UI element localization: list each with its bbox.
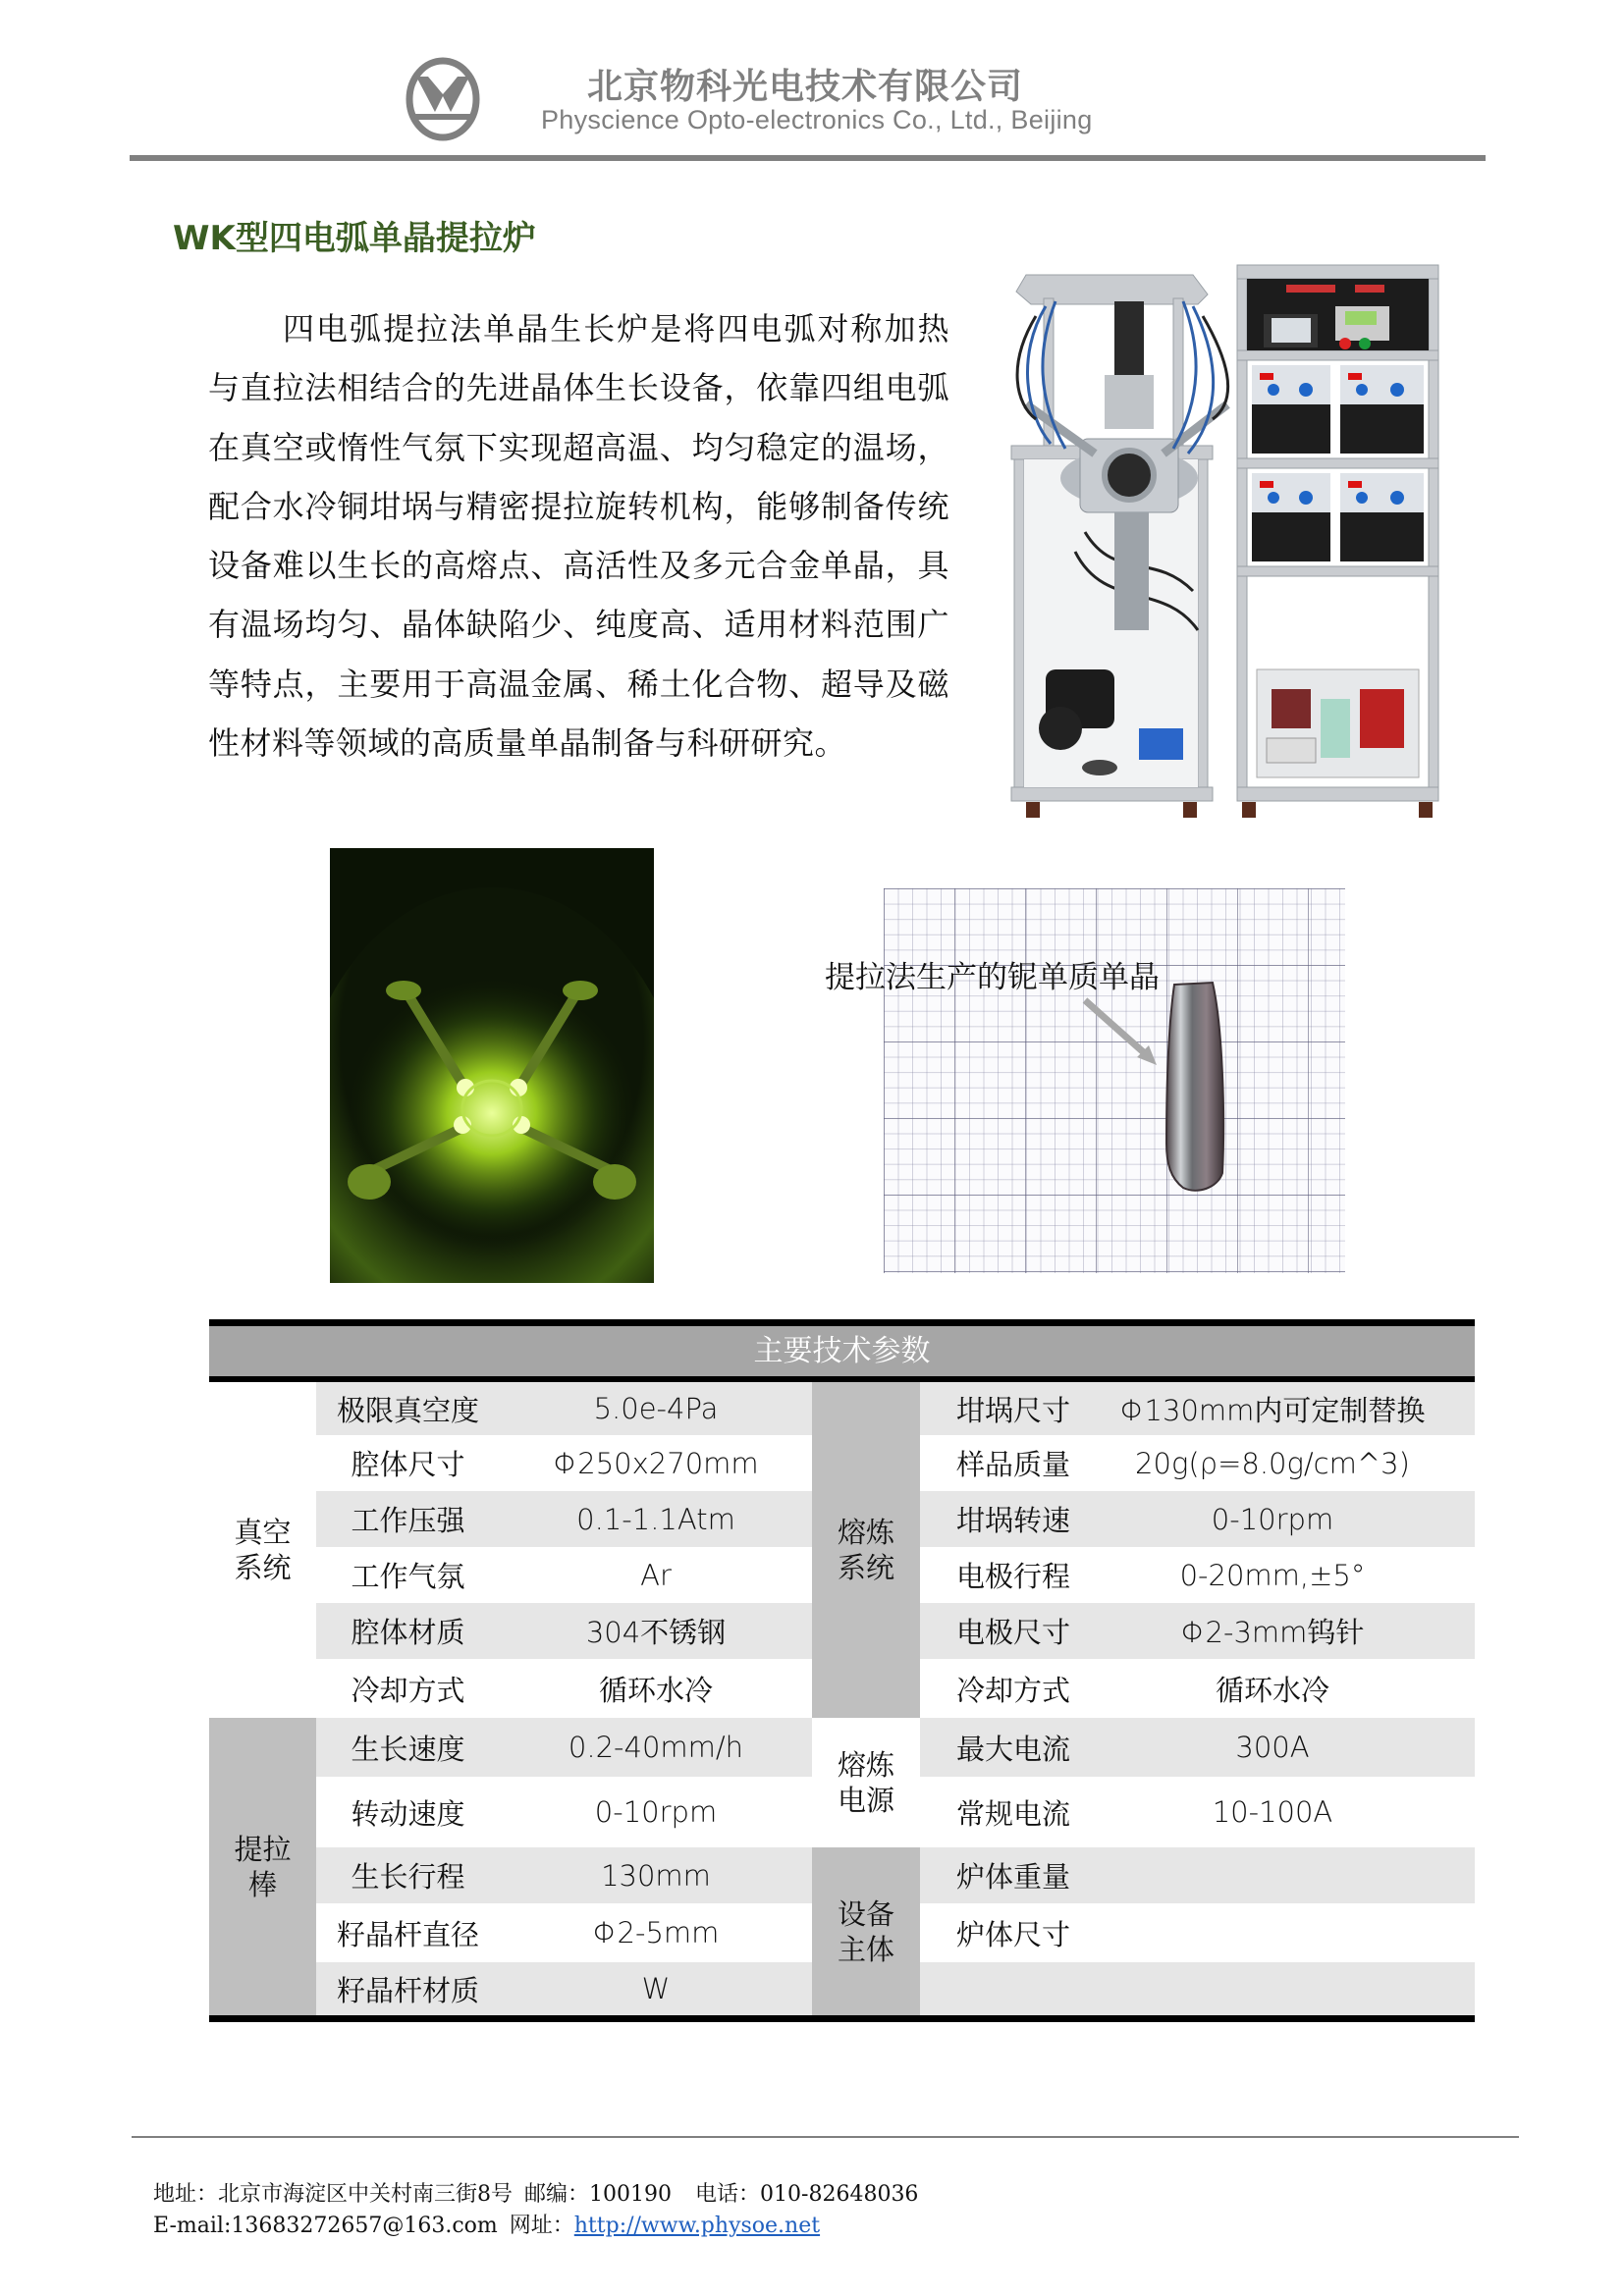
spec-label-right: 炉体重量: [920, 1847, 1070, 1903]
spec-value-left: Ar: [500, 1547, 812, 1603]
spec-value-left: 130mm: [500, 1847, 812, 1903]
spec-value-left: 5.0e-4Pa: [500, 1382, 812, 1435]
furnace-equipment-photo: [1006, 257, 1448, 836]
group-equipment-body: [812, 1847, 920, 2015]
spec-value-right: [1070, 1962, 1475, 2015]
spec-label-right: 坩埚尺寸: [920, 1382, 1070, 1435]
group-melting-system-line: 系统: [837, 1551, 894, 1584]
footer-contact-line: [153, 2209, 820, 2239]
spec-value-right: 0-10rpm: [1070, 1491, 1475, 1547]
group-equipment-body-line: 设备: [837, 1896, 894, 1931]
spec-value-left: Φ250x270mm: [500, 1435, 812, 1491]
website-label: 网址：: [509, 2214, 574, 2238]
spec-label-left: 腔体材质: [316, 1603, 500, 1659]
table-top-border: [209, 1319, 1475, 1326]
spec-value-right: 0-20mm,±5°: [1070, 1547, 1475, 1603]
spec-label-left: 腔体尺寸: [316, 1435, 500, 1491]
group-melting-system-line: 熔炼: [837, 1516, 894, 1549]
crystal-on-grid-photo: [884, 888, 1345, 1273]
spec-value-left: 0.2-40mm/h: [500, 1718, 812, 1777]
spec-value-left: 0-10rpm: [500, 1777, 812, 1847]
spec-label-left: 工作气氛: [316, 1547, 500, 1603]
group-melting-power-line: 熔炼: [837, 1748, 894, 1782]
table-bottom-border: [209, 2015, 1475, 2022]
spec-label-right: 常规电流: [920, 1777, 1070, 1847]
spec-label-left: 籽晶杆材质: [316, 1962, 500, 2015]
table-title: 主要技术参数: [209, 1326, 1475, 1376]
group-pull-rod-line: 提拉: [234, 1832, 292, 1866]
group-equipment-body-line: 主体: [837, 1932, 894, 1966]
group-melting-system: [812, 1382, 920, 1718]
spec-value-left: 0.1-1.1Atm: [500, 1491, 812, 1547]
spec-label-left: 生长行程: [316, 1847, 500, 1903]
spec-value-right: Φ130mm内可定制替换: [1070, 1382, 1475, 1435]
crystal-caption: 提拉法生产的铌单质单晶: [825, 960, 1160, 995]
spec-value-left: 304不锈钢: [500, 1603, 812, 1659]
spec-table: [209, 1319, 1475, 1382]
spec-label-left: 极限真空度: [316, 1382, 500, 1435]
group-vacuum-system-line: 系统: [234, 1551, 292, 1584]
spec-value-right: 循环水冷: [1070, 1659, 1475, 1718]
group-pull-rod: [209, 1718, 316, 2015]
spec-label-right: 最大电流: [920, 1718, 1070, 1777]
spec-value-left: W: [500, 1962, 812, 2015]
spec-label-right: 电极行程: [920, 1547, 1070, 1603]
spec-value-left: 循环水冷: [500, 1659, 812, 1718]
spec-label-right: 电极尺寸: [920, 1603, 1070, 1659]
postcode-value: 100190: [589, 2182, 673, 2207]
spec-value-right: [1070, 1903, 1475, 1962]
phone-label: 电话：: [695, 2182, 761, 2207]
phone-value: 010-82648036: [760, 2182, 919, 2207]
spec-label-right: [920, 1962, 1070, 2015]
address-label: 地址：: [153, 2182, 219, 2207]
spec-label-left: 冷却方式: [316, 1659, 500, 1718]
company-logo-icon: [405, 57, 481, 141]
spec-value-right: [1070, 1847, 1475, 1903]
four-arc-glow-photo: [330, 848, 654, 1283]
address-value: 北京市海淀区中关村南三街8号: [218, 2182, 514, 2207]
intro-paragraph: 四电弧提拉法单晶生长炉是将四电弧对称加热与直拉法相结合的先进晶体生长设备，依靠四组电弧在真空或惰性气氛下实现超高温、均匀稳定的温场，配合水冷铜坩埚与精密提拉旋转机构，能够制备传统设备难以生长的高熔点、高活性及多元合金单晶，具有温场均匀、晶体缺陷少、纯度高、适用材料范围广等特点，主要用于高温金属、稀土化合物、超导及磁性材料等领域的高质量单晶制备与科研研究。: [208, 310, 949, 763]
postcode-label: 邮编：: [524, 2182, 590, 2207]
group-vacuum-system-line: 真空: [234, 1516, 292, 1549]
spec-label-right: 炉体尺寸: [920, 1903, 1070, 1962]
group-pull-rod-line: 棒: [247, 1867, 277, 1901]
spec-label-left: 工作压强: [316, 1491, 500, 1547]
spec-label-right: 冷却方式: [920, 1659, 1070, 1718]
email-value[interactable]: E-mail:13683272657@163.com: [153, 2214, 498, 2238]
spec-label-left: 籽晶杆直径: [316, 1903, 500, 1962]
footer-divider: [132, 2136, 1519, 2138]
header-divider: [130, 155, 1486, 161]
company-name-cn: 北京物科光电技术有限公司: [587, 67, 1024, 107]
spec-label-left: 生长速度: [316, 1718, 500, 1777]
spec-value-left: Φ2-5mm: [500, 1903, 812, 1962]
page-title: WK型四电弧单晶提拉炉: [173, 219, 536, 258]
group-melting-power-line: 电源: [837, 1784, 894, 1817]
company-name-en: Physcience Opto-electronics Co., Ltd., Beijing: [541, 105, 1093, 134]
group-vacuum-system: [209, 1382, 316, 1718]
group-melting-power: [812, 1718, 920, 1847]
website-link[interactable]: http://www.physoe.net: [573, 2214, 821, 2238]
spec-value-right: 10-100A: [1070, 1777, 1475, 1847]
spec-value-right: 300A: [1070, 1718, 1475, 1777]
spec-value-right: Φ2-3mm钨针: [1070, 1603, 1475, 1659]
spec-label-right: 坩埚转速: [920, 1491, 1070, 1547]
spec-label-left: 转动速度: [316, 1777, 500, 1847]
spec-label-right: 样品质量: [920, 1435, 1070, 1491]
spec-value-right: 20g(ρ=8.0g/cm^3): [1070, 1435, 1475, 1491]
footer-address-line: [153, 2177, 918, 2208]
